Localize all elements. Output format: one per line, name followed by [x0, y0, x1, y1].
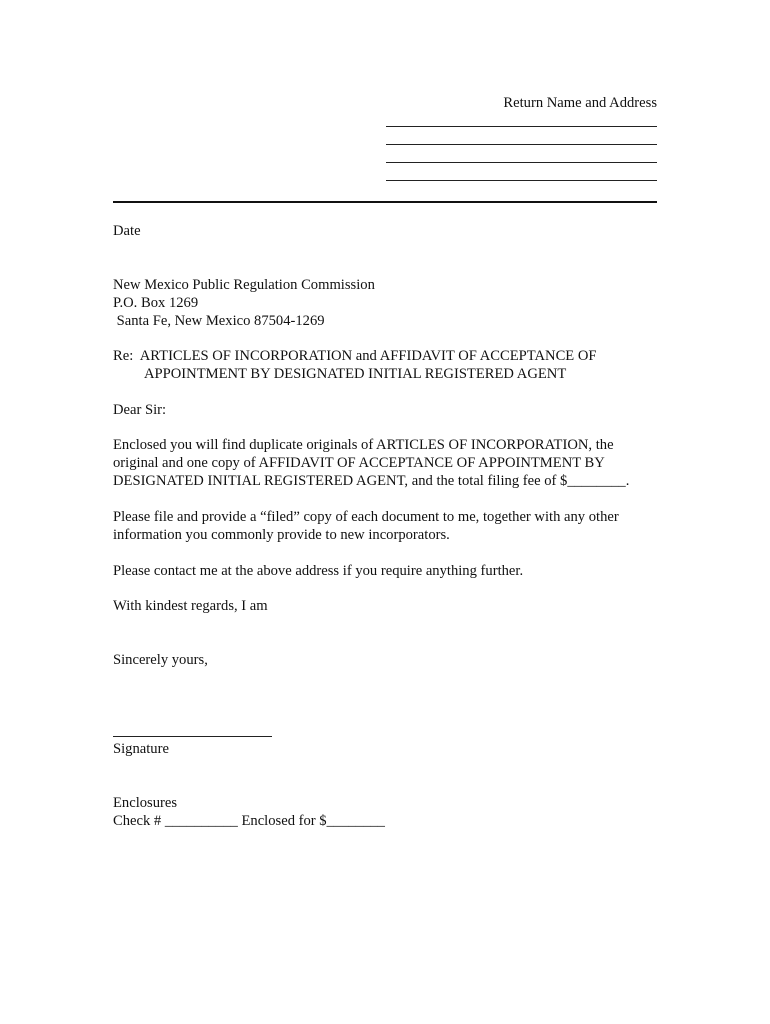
paragraph-file-line: information you commonly provide to new incorporators. — [113, 527, 450, 543]
recipient-name: New Mexico Public Regulation Commission — [113, 277, 375, 293]
paragraph-contact: Please contact me at the above address if you require anything further. — [113, 563, 524, 579]
return-address-line-2 — [386, 144, 657, 145]
enclosures-label: Enclosures — [113, 795, 178, 811]
recipient-po-box: P.O. Box 1269 — [113, 295, 199, 311]
enclosures-block — [113, 794, 673, 830]
paragraph-enclosed-line: original and one copy of AFFIDAVIT OF ACCEPTANCE OF APPOINTMENT BY — [113, 455, 605, 471]
return-address-line-3 — [386, 162, 657, 163]
paragraph-file-line: Please file and provide a “filed” copy of each document to me, together with any other — [113, 509, 619, 525]
paragraph-regards: With kindest regards, I am — [113, 598, 268, 614]
paragraph-enclosed-line: Enclosed you will find duplicate originals of ARTICLES OF INCORPORATION, the — [113, 437, 614, 453]
return-address-line-1 — [386, 126, 657, 127]
paragraph-enclosed — [113, 436, 673, 490]
header-divider — [113, 201, 657, 203]
paragraph-file — [113, 508, 673, 544]
signature-label: Signature — [113, 741, 169, 757]
signature-line — [113, 736, 272, 737]
re-line-2: APPOINTMENT BY DESIGNATED INITIAL REGISTERED AGENT — [144, 366, 567, 382]
closing: Sincerely yours, — [113, 652, 208, 668]
re-line — [113, 347, 673, 383]
check-line: Check # __________ Enclosed for $________ — [113, 813, 385, 829]
paragraph-enclosed-line: DESIGNATED INITIAL REGISTERED AGENT, and the total filing fee of $________. — [113, 473, 630, 489]
recipient-city: Santa Fe, New Mexico 87504-1269 — [113, 313, 325, 329]
return-address-title: Return Name and Address — [503, 95, 657, 111]
recipient-address — [113, 276, 673, 330]
re-line-1: Re: ARTICLES OF INCORPORATION and AFFIDAVIT OF ACCEPTANCE OF — [113, 348, 597, 364]
salutation: Dear Sir: — [113, 402, 167, 418]
date-label: Date — [113, 223, 141, 239]
return-address-line-4 — [386, 180, 657, 181]
